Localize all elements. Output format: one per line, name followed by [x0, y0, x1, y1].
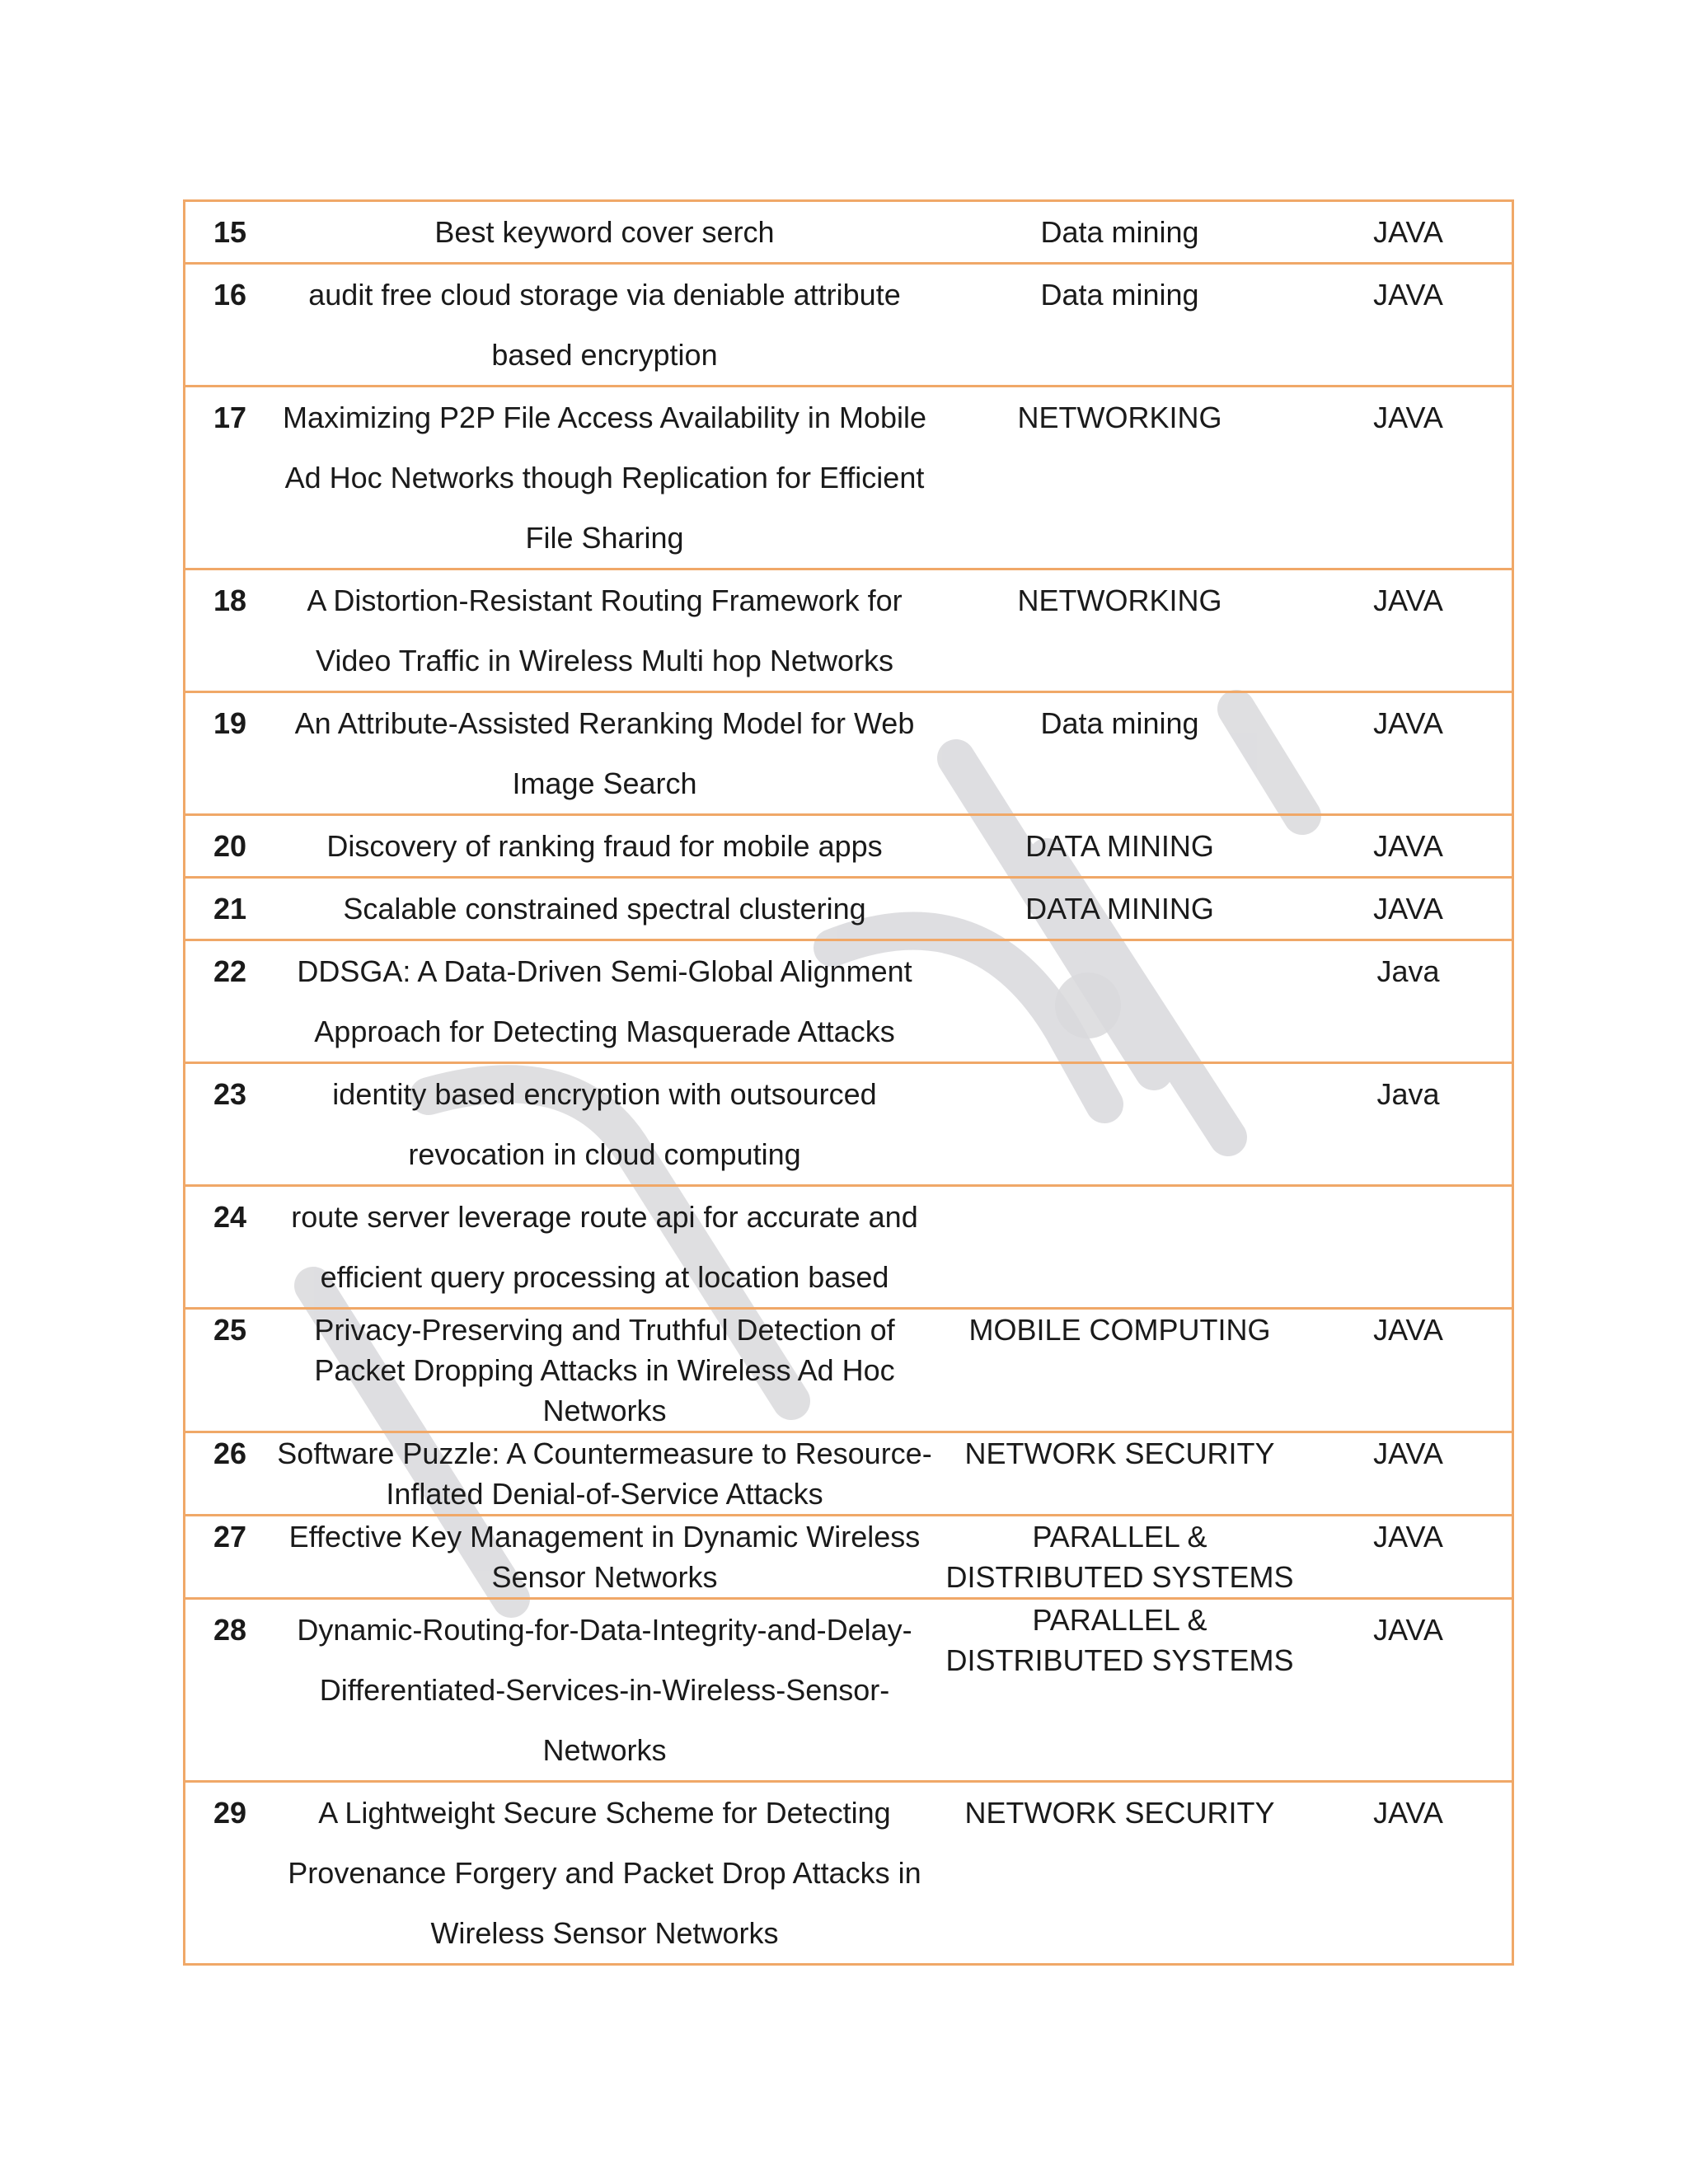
project-title: Effective Key Management in Dynamic Wireless Sensor Networks [275, 1516, 935, 1599]
project-title: route server leverage route api for accurate and efficient query processing at location based [275, 1186, 935, 1309]
project-title: An Attribute-Assisted Reranking Model for Web Image Search [275, 692, 935, 815]
project-language: JAVA [1306, 201, 1513, 264]
project-language: JAVA [1306, 815, 1513, 878]
table-row [185, 878, 1513, 940]
table-row [185, 1063, 1513, 1186]
project-domain [935, 940, 1306, 1063]
project-language: JAVA [1306, 1782, 1513, 1965]
row-number: 20 [185, 815, 275, 878]
table-row [185, 1782, 1513, 1965]
project-title: Discovery of ranking fraud for mobile apps [275, 815, 935, 878]
table-row [185, 1599, 1513, 1782]
project-language: JAVA [1306, 1516, 1513, 1599]
project-domain: NETWORKING [935, 569, 1306, 692]
project-domain [935, 1063, 1306, 1186]
table-row [185, 940, 1513, 1063]
project-title: audit free cloud storage via deniable attribute based encryption [275, 264, 935, 387]
project-title: Privacy-Preserving and Truthful Detection of Packet Dropping Attacks in Wireless Ad Hoc Networks [275, 1309, 935, 1432]
row-number: 23 [185, 1063, 275, 1186]
project-language: JAVA [1306, 692, 1513, 815]
project-domain: Data mining [935, 692, 1306, 815]
project-title: Software Puzzle: A Countermeasure to Resource-Inflated Denial-of-Service Attacks [275, 1432, 935, 1516]
project-language: JAVA [1306, 878, 1513, 940]
project-domain: PARALLEL & DISTRIBUTED SYSTEMS [935, 1516, 1306, 1599]
row-number: 16 [185, 264, 275, 387]
row-number: 26 [185, 1432, 275, 1516]
row-number: 25 [185, 1309, 275, 1432]
project-domain: DATA MINING [935, 878, 1306, 940]
table-row [185, 815, 1513, 878]
project-language: Java [1306, 1063, 1513, 1186]
table-row [185, 569, 1513, 692]
project-title: Dynamic-Routing-for-Data-Integrity-and-Delay-Differentiated-Services-in-Wireless-Sensor-Networks [275, 1599, 935, 1782]
project-domain [935, 1186, 1306, 1309]
project-title: DDSGA: A Data-Driven Semi-Global Alignment Approach for Detecting Masquerade Attacks [275, 940, 935, 1063]
row-number: 28 [185, 1599, 275, 1782]
project-domain: Data mining [935, 264, 1306, 387]
project-domain: NETWORKING [935, 387, 1306, 569]
project-title: Best keyword cover serch [275, 201, 935, 264]
row-number: 21 [185, 878, 275, 940]
project-table [183, 199, 1514, 1966]
project-language: Java [1306, 940, 1513, 1063]
project-language: JAVA [1306, 264, 1513, 387]
table-row [185, 1309, 1513, 1432]
row-number: 22 [185, 940, 275, 1063]
project-title: Maximizing P2P File Access Availability in Mobile Ad Hoc Networks though Replication for Efficient File Sharing [275, 387, 935, 569]
project-language: JAVA [1306, 1432, 1513, 1516]
row-number: 15 [185, 201, 275, 264]
table-row [185, 1432, 1513, 1516]
table-row [185, 201, 1513, 264]
table-row [185, 387, 1513, 569]
row-number: 19 [185, 692, 275, 815]
table-row [185, 692, 1513, 815]
project-domain: PARALLEL & DISTRIBUTED SYSTEMS [935, 1599, 1306, 1782]
project-title: A Distortion-Resistant Routing Framework for Video Traffic in Wireless Multi hop Networks [275, 569, 935, 692]
project-domain: NETWORK SECURITY [935, 1432, 1306, 1516]
row-number: 29 [185, 1782, 275, 1965]
table-row [185, 1186, 1513, 1309]
project-language [1306, 1186, 1513, 1309]
table-row [185, 264, 1513, 387]
project-language: JAVA [1306, 1309, 1513, 1432]
project-domain: NETWORK SECURITY [935, 1782, 1306, 1965]
project-domain: DATA MINING [935, 815, 1306, 878]
table-row [185, 1516, 1513, 1599]
project-domain: Data mining [935, 201, 1306, 264]
project-title: Scalable constrained spectral clustering [275, 878, 935, 940]
project-domain: MOBILE COMPUTING [935, 1309, 1306, 1432]
project-language: JAVA [1306, 569, 1513, 692]
row-number: 18 [185, 569, 275, 692]
project-title: A Lightweight Secure Scheme for Detecting Provenance Forgery and Packet Drop Attacks in Wireless Sensor Networks [275, 1782, 935, 1965]
row-number: 24 [185, 1186, 275, 1309]
project-title: identity based encryption with outsourced revocation in cloud computing [275, 1063, 935, 1186]
row-number: 27 [185, 1516, 275, 1599]
project-language: JAVA [1306, 1599, 1513, 1782]
project-language: JAVA [1306, 387, 1513, 569]
row-number: 17 [185, 387, 275, 569]
